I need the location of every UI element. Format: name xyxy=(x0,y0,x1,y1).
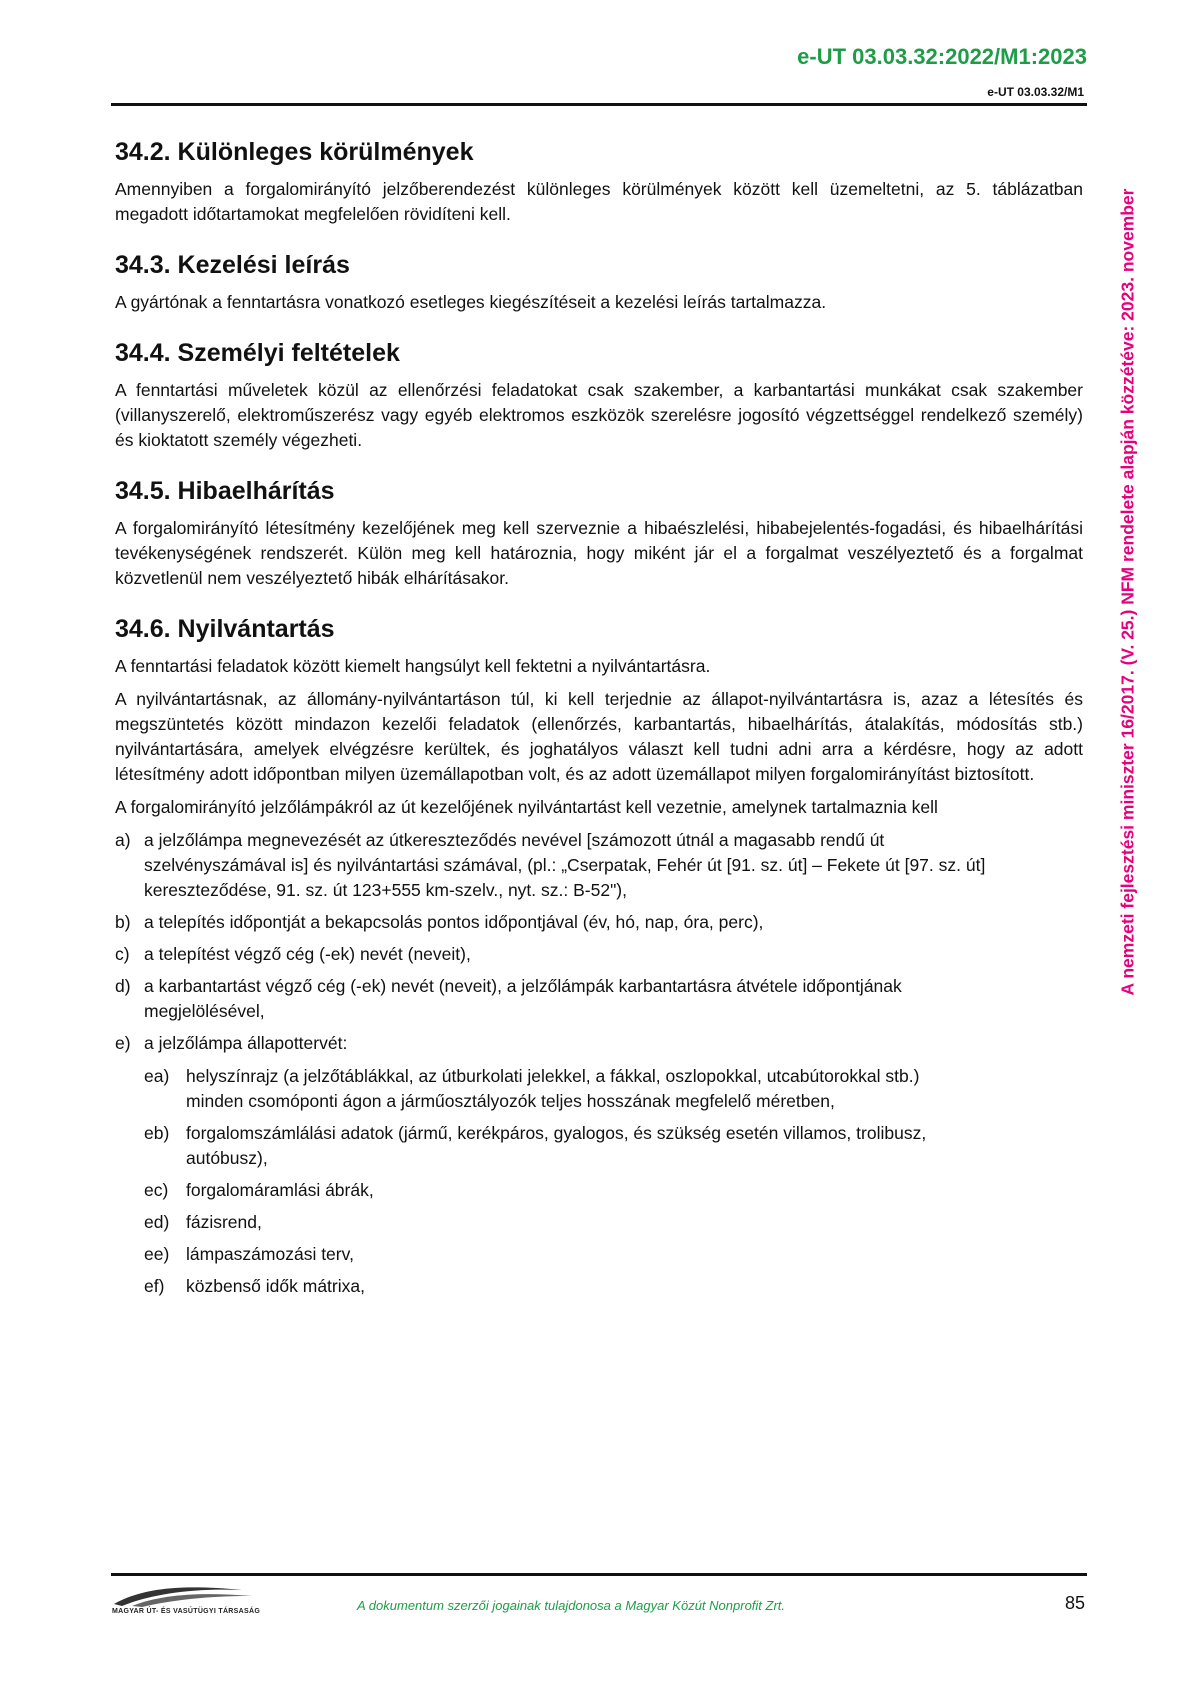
list-text: a karbantartást végző cég (-ek) nevét (neveit), a jelzőlámpák karbantartásra átvétele időpontjának megjelölésével, xyxy=(144,976,902,1021)
list-marker: b) xyxy=(115,912,131,932)
section-34-4 xyxy=(115,339,1083,453)
list-marker: e) xyxy=(115,1033,131,1053)
sub-list xyxy=(144,1064,1024,1299)
list-text: forgalomszámlálási adatok (jármű, kerékpáros, gyalogos, és szükség esetén villamos, trolibusz, autóbusz), xyxy=(186,1123,927,1168)
section-34-5 xyxy=(115,477,1083,591)
document-code-short: e-UT 03.03.32/M1 xyxy=(987,85,1084,99)
list-marker: ef) xyxy=(144,1276,165,1296)
section-34-2 xyxy=(115,138,1083,227)
sub-list-item xyxy=(144,1274,966,1299)
section-title: 34.4. Személyi feltételek xyxy=(115,339,400,367)
list-marker: ec) xyxy=(144,1180,169,1200)
list-marker: ed) xyxy=(144,1212,170,1232)
page-number: 85 xyxy=(1064,1593,1085,1613)
list-item xyxy=(115,974,1024,1024)
document-code: e-UT 03.03.32:2022/M1:2023 xyxy=(797,44,1087,69)
list-marker: ee) xyxy=(144,1244,170,1264)
paragraph: A fenntartási feladatok között kiemelt hangsúlyt kell fektetni a nyilvántartásra. xyxy=(115,656,711,676)
society-logo xyxy=(112,1584,262,1620)
logo-text: MAGYAR ÚT- ÉS VASÚTÜGYI TÁRSASÁG xyxy=(112,1608,261,1615)
paragraph: A nyilvántartásnak, az állomány-nyilvántartáson túl, ki kell terjednie az állapot-nyilvántartásra is, azaz a létesítés és megszüntetés között mindazon kezelői feladatok (ellenőrzés, karbantartás, hibaelhárítás, átalakítás, módosítás stb.) nyilvántartására, amelyek elvégzésre kerültek, és joghatályos választ kell tudni adni arra a kérdésre, hogy az adott létesítmény adott időpontban milyen üzemállapotban volt, és az adott üzemállapot milyen forgalomirányítást biztosított. xyxy=(115,689,1083,784)
page-content xyxy=(115,138,1083,1323)
section-34-3 xyxy=(115,251,1083,315)
sub-list-item xyxy=(144,1121,966,1171)
list-marker: eb) xyxy=(144,1123,170,1143)
side-note-text: A nemzeti fejlesztési miniszter 16/2017. (V. 25.) NFM rendelete alapján közzétéve: 2023. november xyxy=(1117,188,1138,996)
footer-rule xyxy=(111,1573,1087,1576)
paragraph: A forgalomirányító létesítmény kezelőjének meg kell szerveznie a hibaészlelési, hibabejelentés-fogadási, és hibaelhárítási tevékenységének rendszerét. Külön meg kell határoznia, hogy miként jár el a forgalmat veszélyeztető és a forgalmat közvetlenül nem veszélyeztető hibák elhárításakor. xyxy=(115,518,1083,588)
list-item xyxy=(115,828,1024,903)
section-title: 34.5. Hibaelhárítás xyxy=(115,477,335,505)
list-marker: c) xyxy=(115,944,130,964)
header-rule xyxy=(111,103,1087,106)
list-item xyxy=(115,942,1024,967)
sub-list-item xyxy=(144,1064,966,1114)
list-item xyxy=(115,1031,1024,1299)
list-text: a telepítést végző cég (-ek) nevét (neveit), xyxy=(144,944,471,964)
sub-list-item xyxy=(144,1242,966,1267)
logo-swoosh-icon xyxy=(112,1584,262,1608)
list-text: közbenső idők mátrixa, xyxy=(186,1276,365,1296)
paragraph: A forgalomirányító jelzőlámpákról az út kezelőjének nyilvántartást kell vezetnie, amelynek tartalmaznia kell xyxy=(115,797,938,817)
paragraph: A fenntartási műveletek közül az ellenőrzési feladatokat csak szakember, a karbantartási munkákat csak szakember (villanyszerelő, elektroműszerész vagy egyéb elektromos eszközök szerelésre jogosító végzettséggel rendelkező személy) és kioktatott személy végezheti. xyxy=(115,380,1083,450)
section-title: 34.3. Kezelési leírás xyxy=(115,251,350,279)
list-text: forgalomáramlási ábrák, xyxy=(186,1180,374,1200)
list-text: a jelzőlámpa állapottervét: xyxy=(144,1033,348,1053)
list-marker: a) xyxy=(115,830,131,850)
list-text: lámpaszámozási terv, xyxy=(186,1244,354,1264)
paragraph: A gyártónak a fenntartásra vonatkozó esetleges kiegészítéseit a kezelési leírás tartalmazza. xyxy=(115,292,827,312)
section-title: 34.6. Nyilvántartás xyxy=(115,615,335,643)
paragraph: Amennyiben a forgalomirányító jelzőberendezést különleges körülmények között kell üzemeltetni, az 5. táblázatban megadott időtartamokat megfelelően rövidíteni kell. xyxy=(115,179,1083,224)
section-34-6 xyxy=(115,615,1083,1299)
requirements-list xyxy=(115,828,1083,1299)
section-title: 34.2. Különleges körülmények xyxy=(115,138,474,166)
list-text: a jelzőlámpa megnevezését az útkereszteződés nevével [számozott útnál a magasabb rendű út szelvényszámával is] és nyilvántartási számával, (pl.: „Cserpatak, Fehér út [91. sz. út] – Fekete út [97. sz. út] kereszteződése, 91. sz. út 123+555 km-szelv., nyt. sz.: B-52"), xyxy=(144,830,986,900)
list-text: helyszínrajz (a jelzőtáblákkal, az útburkolati jelekkel, a fákkal, oszlopokkal, utcabútorokkal stb.) minden csomóponti ágon a járműosztályozók teljes hosszának megfelelő méretben, xyxy=(186,1066,920,1111)
copyright-notice: A dokumentum szerzői jogainak tulajdonosa a Magyar Közút Nonprofit Zrt. xyxy=(357,1598,786,1613)
list-marker: d) xyxy=(115,976,131,996)
list-item xyxy=(115,910,1024,935)
list-text: a telepítés időpontját a bekapcsolás pontos időpontjával (év, hó, nap, óra, perc), xyxy=(144,912,764,932)
sub-list-item xyxy=(144,1210,966,1235)
list-text: fázisrend, xyxy=(186,1212,262,1232)
sub-list-item xyxy=(144,1178,966,1203)
list-marker: ea) xyxy=(144,1066,170,1086)
